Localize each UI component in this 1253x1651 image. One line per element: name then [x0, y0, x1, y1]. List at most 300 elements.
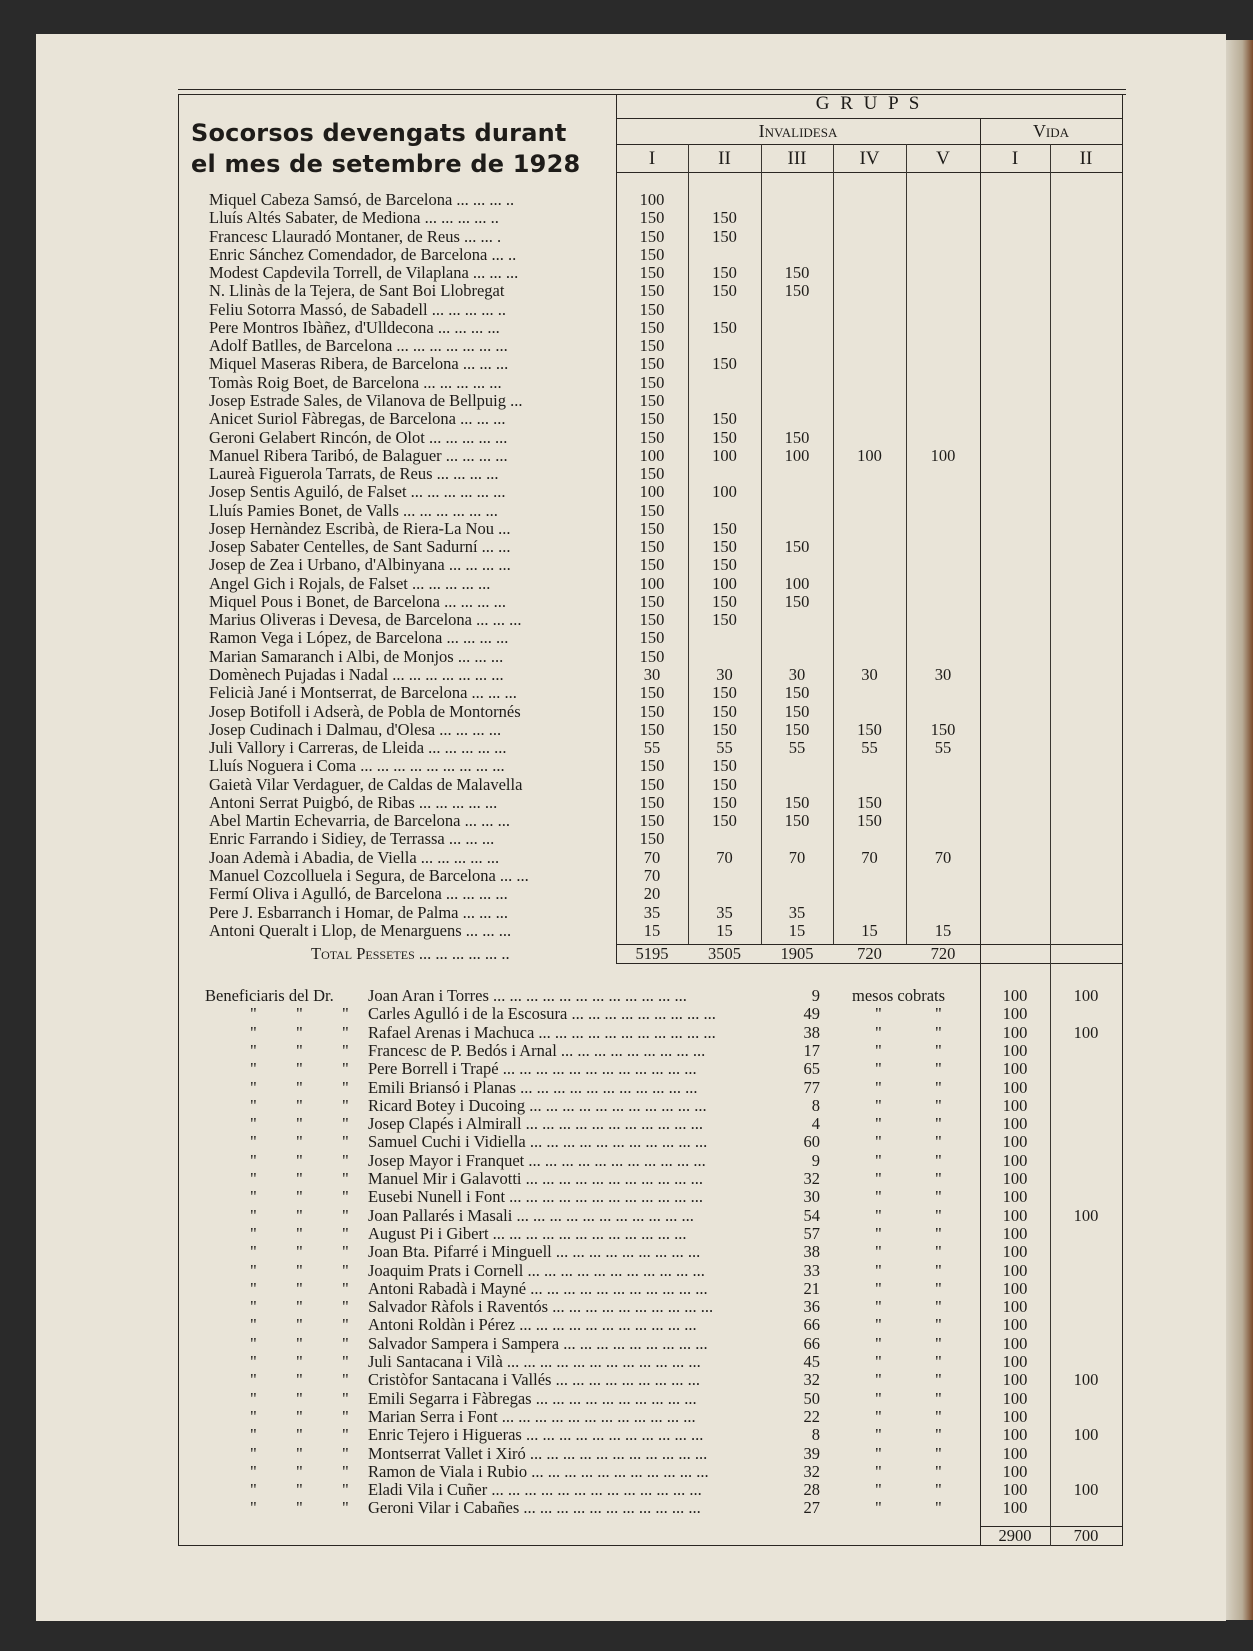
ditto-mark: ": [296, 1444, 303, 1463]
amount-cell: 150: [639, 391, 665, 410]
beneficiary-name: N. Llinàs de la Tejera, de Sant Boi Llobregat: [209, 282, 505, 300]
months-count: 32: [803, 1169, 820, 1188]
table-row: [0, 538, 1122, 556]
vida-i-amount: 100: [1002, 1334, 1028, 1353]
table-row: [0, 648, 1122, 666]
amount-cell: 30: [788, 665, 806, 684]
ditto-mark: ": [342, 1004, 349, 1023]
ditto-mark: ": [342, 1279, 349, 1298]
amount-cell: 150: [639, 428, 665, 447]
list-item: [0, 1097, 1122, 1115]
months-count: 27: [803, 1498, 820, 1517]
vida-i-amount: 100: [1002, 1370, 1028, 1389]
amount-cell: 150: [930, 720, 956, 739]
amount-cell: 150: [639, 208, 665, 227]
amount-cell: 100: [712, 574, 737, 593]
beneficiary-name: Joan Ademà i Abadia, de Viella ... ... ... ... ...: [209, 849, 500, 867]
ditto-mark: ": [342, 1334, 349, 1353]
amount-cell: 150: [639, 227, 665, 246]
amount-cell: 100: [784, 574, 810, 593]
ditto-mark: ": [250, 1407, 257, 1426]
ditto-mark: ": [250, 1315, 257, 1334]
amount-cell: 150: [784, 683, 810, 702]
ditto-mark: ": [296, 1059, 303, 1078]
vida-i-amount: 100: [1002, 1169, 1028, 1188]
ditto-mark: ": [250, 1041, 257, 1060]
header-bottom-rule: [616, 172, 1122, 173]
amount-cell: 150: [857, 720, 882, 739]
amount-cell: 55: [861, 738, 878, 757]
beneficiary-name: Lluís Pamies Bonet, de Valls ... ... ... ... ... ...: [209, 502, 498, 520]
ditto-mark: ": [250, 1444, 257, 1463]
ditto-mark: ": [875, 1187, 882, 1206]
beneficiary-name: Francesc de P. Bedós i Arnal ... ... ... ... ... ... ... ... ...: [368, 1042, 706, 1060]
ditto-mark: ": [250, 1096, 257, 1115]
ditto-mark: ": [342, 1151, 349, 1170]
ditto-mark: ": [342, 1261, 349, 1280]
amount-cell: 150: [712, 263, 737, 282]
amount-cell: 150: [639, 702, 665, 721]
ditto-mark: ": [342, 1462, 349, 1481]
vida-i-amount: 100: [1002, 1444, 1028, 1463]
ditto-mark: ": [296, 1187, 303, 1206]
ditto-mark: ": [875, 1407, 882, 1426]
book-edge: [1226, 40, 1253, 1620]
beneficiary-name: Josep de Zea i Urbano, d'Albinyana ... ... ... ...: [209, 556, 511, 574]
beneficiary-name: Salvador Sampera i Sampera ... ... ... ... ... ... ... ... ...: [368, 1335, 708, 1353]
amount-cell: 150: [639, 464, 665, 483]
ditto-mark: ": [250, 1132, 257, 1151]
beneficiary-name: Angel Gich i Rojals, de Falset ... ... ... ... ...: [209, 575, 491, 593]
beneficiary-name: Joan Pallarés i Masali ... ... ... ... ... ... ... ... ... ... ...: [368, 1207, 694, 1225]
ditto-mark: ": [296, 1132, 303, 1151]
amount-cell: 150: [784, 811, 810, 830]
ditto-mark: ": [250, 1352, 257, 1371]
ditto-mark: ": [935, 1151, 942, 1170]
ditto-mark: ": [342, 1352, 349, 1371]
vida-total-ii: 700: [1073, 1526, 1099, 1545]
header-invalidesa-col: V: [936, 148, 950, 169]
ditto-mark: ": [250, 1224, 257, 1243]
beneficiary-name: Manuel Cozcolluela i Segura, de Barcelona ... ...: [209, 867, 529, 885]
table-row: [0, 447, 1122, 465]
list-item: [0, 1060, 1122, 1078]
amount-cell: 150: [639, 318, 665, 337]
amount-cell: 150: [712, 775, 737, 794]
vida-i-amount: 100: [1002, 1462, 1028, 1481]
amount-cell: 70: [934, 848, 952, 867]
table-row: [0, 721, 1122, 739]
total-bottom-rule: [616, 963, 1122, 964]
beneficiary-name: Manuel Mir i Galavotti ... ... ... ... ... ... ... ... ... ... ...: [368, 1170, 704, 1188]
vida-i-amount: 100: [1002, 986, 1028, 1005]
ditto-mark: ": [342, 1297, 349, 1316]
amount-cell: 35: [788, 903, 806, 922]
beneficiary-name: Anicet Suriol Fàbregas, de Barcelona ... ... ...: [209, 410, 506, 428]
ditto-mark: ": [875, 1059, 882, 1078]
amount-cell: 150: [712, 610, 737, 629]
amount-cell: 150: [784, 281, 810, 300]
beneficiary-name: Manuel Ribera Taribó, de Balaguer ... ... ... ...: [209, 447, 508, 465]
ditto-mark: ": [875, 1096, 882, 1115]
beneficiary-name: Joan Bta. Pifarré i Minguell ... ... ... ... ... ... ... ... ...: [368, 1243, 701, 1261]
table-top-rule: [178, 89, 1126, 90]
amount-cell: 150: [639, 263, 665, 282]
ditto-mark: ": [342, 1480, 349, 1499]
ditto-mark: ": [342, 1132, 349, 1151]
amount-cell: 150: [639, 775, 665, 794]
months-count: 36: [803, 1297, 820, 1316]
ditto-mark: ": [250, 1462, 257, 1481]
vida-ii-amount: 100: [1073, 1370, 1099, 1389]
beneficiary-name: Josep Hernàndez Escribà, de Riera-La Nou ...: [209, 520, 511, 538]
ditto-mark: ": [875, 1370, 882, 1389]
table-row: [0, 904, 1122, 922]
table-row: [0, 739, 1122, 757]
beneficiary-name: Antoni Serrat Puigbó, de Ribas ... ... ... ... ...: [209, 794, 498, 812]
ditto-mark: ": [875, 1462, 882, 1481]
beneficiary-name: Josep Mayor i Franquet ... ... ... ... ... ... ... ... ... ... ...: [368, 1152, 706, 1170]
months-count: 66: [803, 1334, 820, 1353]
beneficiary-name: Modest Capdevila Torrell, de Vilaplana ... ... ...: [209, 264, 519, 282]
ditto-mark: ": [935, 1444, 942, 1463]
ditto-mark: ": [875, 1023, 882, 1042]
ditto-mark: ": [875, 1279, 882, 1298]
beneficiary-name: Josep Botifoll i Adserà, de Pobla de Montornés: [209, 703, 521, 721]
header-vida-col: II: [1079, 148, 1093, 169]
ditto-mark: ": [875, 1132, 882, 1151]
grups-rule: [616, 118, 1122, 119]
beneficiary-name: Geroni Vilar i Cabañes ... ... ... ... ... ... ... ... ... ... ...: [368, 1499, 701, 1517]
table-row: [0, 191, 1122, 209]
amount-cell: 150: [712, 227, 737, 246]
ditto-mark: ": [342, 1498, 349, 1517]
amount-cell: 150: [639, 537, 665, 556]
vida-i-amount: 100: [1002, 1315, 1028, 1334]
months-count: 28: [803, 1480, 820, 1499]
ditto-mark: ": [250, 1425, 257, 1444]
ditto-mark: ": [296, 1169, 303, 1188]
ditto-mark: ": [875, 1297, 882, 1316]
beneficiary-name: Ramon de Viala i Rubio ... ... ... ... ... ... ... ... ... ... ...: [368, 1463, 709, 1481]
table-row: [0, 885, 1122, 903]
ditto-mark: ": [342, 1096, 349, 1115]
table-row: [0, 228, 1122, 246]
months-count: 38: [803, 1242, 820, 1261]
beneficiary-name: Miquel Cabeza Samsó, de Barcelona ... ... ... ..: [209, 191, 515, 209]
ditto-mark: ": [296, 1096, 303, 1115]
amount-cell: 150: [784, 702, 810, 721]
page-title: [191, 118, 580, 180]
ditto-mark: ": [250, 1114, 257, 1133]
beneficiary-name: Emili Segarra i Fàbregas ... ... ... ... ... ... ... ... ... ...: [368, 1390, 697, 1408]
months-count: 32: [803, 1370, 820, 1389]
ditto-mark: ": [342, 1059, 349, 1078]
amount-cell: 100: [930, 446, 956, 465]
amount-cell: 150: [712, 208, 737, 227]
ditto-mark: ": [296, 1242, 303, 1261]
beneficiary-name: Tomàs Roig Boet, de Barcelona ... ... ... ... ...: [209, 374, 502, 392]
list-item: [0, 1005, 1122, 1023]
amount-cell: 150: [639, 756, 665, 775]
ditto-mark: ": [935, 1242, 942, 1261]
vida-i-amount: 100: [1002, 1297, 1028, 1316]
list-item: [0, 1188, 1122, 1206]
amount-cell: 150: [784, 428, 810, 447]
amount-cell: 150: [639, 354, 665, 373]
ditto-mark: ": [250, 1480, 257, 1499]
list-item: [0, 1335, 1122, 1353]
amount-cell: 150: [639, 811, 665, 830]
ditto-mark: ": [296, 1425, 303, 1444]
list-item: [0, 1280, 1122, 1298]
ditto-mark: ": [296, 1297, 303, 1316]
amount-cell: 150: [784, 263, 810, 282]
vida-i-amount: 100: [1002, 1151, 1028, 1170]
amount-cell: 100: [712, 446, 737, 465]
ditto-mark: ": [342, 1224, 349, 1243]
list-item: [0, 1262, 1122, 1280]
table-right-rule: [1122, 94, 1123, 1546]
ditto-mark: ": [935, 1462, 942, 1481]
amount-cell: 150: [639, 300, 665, 319]
total-value: 1905: [780, 944, 814, 963]
vida-i-amount: 100: [1002, 1480, 1028, 1499]
table-row: [0, 684, 1122, 702]
amount-cell: 150: [712, 537, 737, 556]
ditto-mark: ": [296, 1279, 303, 1298]
vida-i-amount: 100: [1002, 1242, 1028, 1261]
months-count: 39: [803, 1444, 820, 1463]
amount-cell: 150: [712, 555, 737, 574]
table-row: [0, 556, 1122, 574]
months-count: 60: [803, 1132, 820, 1151]
ditto-mark: ": [296, 1462, 303, 1481]
list-item: [0, 1079, 1122, 1097]
amount-cell: 150: [712, 702, 737, 721]
beneficiary-name: Ramon Vega i López, de Barcelona ... ... ... ...: [209, 629, 509, 647]
total-value: 720: [857, 944, 882, 963]
list-item: [0, 1499, 1122, 1517]
header-invalidesa: Invalidesa: [758, 121, 838, 141]
list-item: [0, 987, 1122, 1005]
amount-cell: 150: [857, 793, 882, 812]
months-count: 9: [811, 986, 820, 1005]
amount-cell: 30: [861, 665, 878, 684]
beneficiary-name: Eladi Vila i Cuñer ... ... ... ... ... ... ... ... ... ... ... ... ...: [368, 1481, 702, 1499]
ditto-mark: ": [935, 1078, 942, 1097]
ditto-mark: ": [935, 1004, 942, 1023]
vida-i-amount: 100: [1002, 1498, 1028, 1517]
beneficiary-name: Lluís Noguera i Coma ... ... ... ... ... ... ... ... ...: [209, 757, 505, 775]
table-row: [0, 812, 1122, 830]
table-row: [0, 867, 1122, 885]
ditto-mark: ": [935, 1261, 942, 1280]
ditto-mark: ": [296, 1498, 303, 1517]
table-row: [0, 301, 1122, 319]
beneficiary-name: Marian Serra i Font ... ... ... ... ... ... ... ... ... ... ... ...: [368, 1408, 696, 1426]
table-row: [0, 319, 1122, 337]
ditto-mark: ": [250, 1389, 257, 1408]
ditto-mark: ": [875, 1480, 882, 1499]
vida-i-amount: 100: [1002, 1224, 1028, 1243]
beneficiary-name: Antoni Queralt i Llop, de Menarguens ... ... ...: [209, 922, 512, 940]
beneficiary-name: Pere Montros Ibàñez, d'Ulldecona ... ... ... ...: [209, 319, 500, 337]
ditto-mark: ": [342, 1444, 349, 1463]
table-row: [0, 465, 1122, 483]
amount-cell: 150: [639, 555, 665, 574]
amount-cell: 30: [716, 665, 733, 684]
ditto-mark: ": [296, 1480, 303, 1499]
list-item: [0, 1463, 1122, 1481]
amount-cell: 150: [639, 683, 665, 702]
amount-cell: 150: [784, 592, 810, 611]
amount-cell: 100: [857, 446, 882, 465]
ditto-mark: ": [342, 1041, 349, 1060]
ditto-mark: ": [250, 1297, 257, 1316]
vida-ii-amount: 100: [1073, 1425, 1099, 1444]
beneficiary-name: Abel Martin Echevarria, de Barcelona ... ... ...: [209, 812, 511, 830]
amount-cell: 150: [784, 793, 810, 812]
amount-cell: 150: [639, 647, 665, 666]
amount-cell: 150: [639, 336, 665, 355]
amount-cell: 100: [712, 482, 737, 501]
months-count: 33: [803, 1261, 820, 1280]
header-vida: Vida: [1032, 121, 1070, 141]
vida-total-i: 2900: [998, 1526, 1032, 1545]
beneficiary-name: Enric Farrando i Sidiey, de Terrassa ... ... ...: [209, 830, 495, 848]
beneficiary-name: Miquel Maseras Ribera, de Barcelona ... ... ...: [209, 355, 509, 373]
vida-i-amount: 100: [1002, 1279, 1028, 1298]
months-count: 38: [803, 1023, 820, 1042]
table-row: [0, 337, 1122, 355]
ditto-mark: ": [296, 1023, 303, 1042]
ditto-mark: ": [342, 1407, 349, 1426]
amount-cell: 70: [716, 848, 733, 867]
beneficiary-name: Enric Tejero i Higueras ... ... ... ... ... ... ... ... ... ... ...: [368, 1426, 704, 1444]
amount-cell: 150: [639, 720, 665, 739]
table-row: [0, 794, 1122, 812]
ditto-mark: ": [935, 1425, 942, 1444]
ditto-mark: ": [935, 1041, 942, 1060]
ditto-mark: ": [342, 1389, 349, 1408]
table-row: [0, 703, 1122, 721]
mesos-label: mesos cobrats: [852, 986, 946, 1005]
amount-cell: 150: [639, 409, 665, 428]
vida-ii-amount: 100: [1073, 1480, 1099, 1499]
table-row: [0, 502, 1122, 520]
amount-cell: 15: [861, 921, 878, 940]
beneficiary-name: Josep Clapés i Almirall ... ... ... ... ... ... ... ... ... ... ...: [368, 1115, 704, 1133]
months-count: 65: [803, 1059, 820, 1078]
amount-cell: 150: [712, 354, 737, 373]
table-row: [0, 246, 1122, 264]
table-row: [0, 830, 1122, 848]
months-count: 30: [803, 1187, 820, 1206]
vida-i-amount: 100: [1002, 1352, 1028, 1371]
amount-cell: 100: [639, 574, 665, 593]
ditto-mark: ": [250, 1151, 257, 1170]
beneficiary-name: Josep Estrade Sales, de Vilanova de Bellpuig ...: [209, 392, 523, 410]
amount-cell: 150: [712, 683, 737, 702]
list-item: [0, 1024, 1122, 1042]
ditto-mark: ": [935, 1334, 942, 1353]
amount-cell: 15: [934, 921, 952, 940]
ditto-mark: ": [342, 1242, 349, 1261]
months-count: 66: [803, 1315, 820, 1334]
list-item: [0, 1207, 1122, 1225]
ditto-mark: ": [250, 1242, 257, 1261]
ditto-mark: ": [875, 1224, 882, 1243]
ditto-mark: ": [296, 1041, 303, 1060]
total-label: Total Pessetes ... ... ... ... ... ..: [311, 944, 510, 963]
vida-ii-amount: 100: [1073, 1023, 1099, 1042]
list-item: [0, 1170, 1122, 1188]
ditto-mark: ": [296, 1114, 303, 1133]
ditto-mark: ": [296, 1407, 303, 1426]
beneficiary-name: Cristòfor Santacana i Vallés ... ... ... ... ... ... ... ... ...: [368, 1371, 700, 1389]
ditto-mark: ": [250, 1370, 257, 1389]
ditto-mark: ": [296, 1389, 303, 1408]
list-item: [0, 1353, 1122, 1371]
months-count: 54: [803, 1206, 820, 1225]
amount-cell: 100: [639, 446, 665, 465]
ditto-mark: ": [875, 1315, 882, 1334]
amount-cell: 150: [857, 811, 882, 830]
header-grups: G R U P S: [815, 93, 923, 114]
ditto-mark: ": [935, 1023, 942, 1042]
beneficiary-name: Adolf Batlles, de Barcelona ... ... ... ... ... ... ...: [209, 337, 508, 355]
table-row: [0, 429, 1122, 447]
ditto-mark: ": [250, 1206, 257, 1225]
beneficiary-name: Francesc Llauradó Montaner, de Reus ... ... .: [209, 228, 502, 246]
amount-cell: 150: [712, 519, 737, 538]
ditto-mark: ": [875, 1004, 882, 1023]
list-item: [0, 1408, 1122, 1426]
list-item: [0, 1426, 1122, 1444]
ditto-mark: ": [250, 1187, 257, 1206]
title-line-2: el mes de setembre de 1928: [191, 150, 581, 178]
table-row: [0, 593, 1122, 611]
beneficiary-name: Josep Cudinach i Dalmau, d'Olesa ... ... ... ...: [209, 721, 502, 739]
ditto-mark: ": [875, 1041, 882, 1060]
beneficiary-name: Geroni Gelabert Rincón, de Olot ... ... ... ... ...: [209, 429, 508, 447]
list-item: [0, 1298, 1122, 1316]
amount-cell: 70: [861, 848, 878, 867]
list-item: [0, 1316, 1122, 1334]
vida-i-amount: 100: [1002, 1261, 1028, 1280]
vida-i-amount: 100: [1002, 1004, 1028, 1023]
list-item: [0, 1243, 1122, 1261]
months-count: 49: [803, 1004, 820, 1023]
ditto-mark: ": [875, 1114, 882, 1133]
vida-i-amount: 100: [1002, 1187, 1028, 1206]
ditto-mark: ": [875, 1242, 882, 1261]
table-row: [0, 410, 1122, 428]
months-count: 32: [803, 1462, 820, 1481]
beneficiary-name: August Pi i Gibert ... ... ... ... ... ... ... ... ... ... ... ...: [368, 1225, 687, 1243]
ditto-mark: ": [296, 1370, 303, 1389]
beneficiary-name: Domènech Pujadas i Nadal ... ... ... ... ... ... ...: [209, 666, 504, 684]
ditto-mark: ": [250, 1023, 257, 1042]
ditto-mark: ": [875, 1261, 882, 1280]
beneficiary-name: Lluís Altés Sabater, de Mediona ... ... ... ... ..: [209, 209, 499, 227]
ditto-mark: ": [342, 1023, 349, 1042]
amount-cell: 150: [712, 793, 737, 812]
amount-cell: 35: [643, 903, 661, 922]
months-count: 22: [803, 1407, 820, 1426]
amount-cell: 150: [712, 409, 737, 428]
